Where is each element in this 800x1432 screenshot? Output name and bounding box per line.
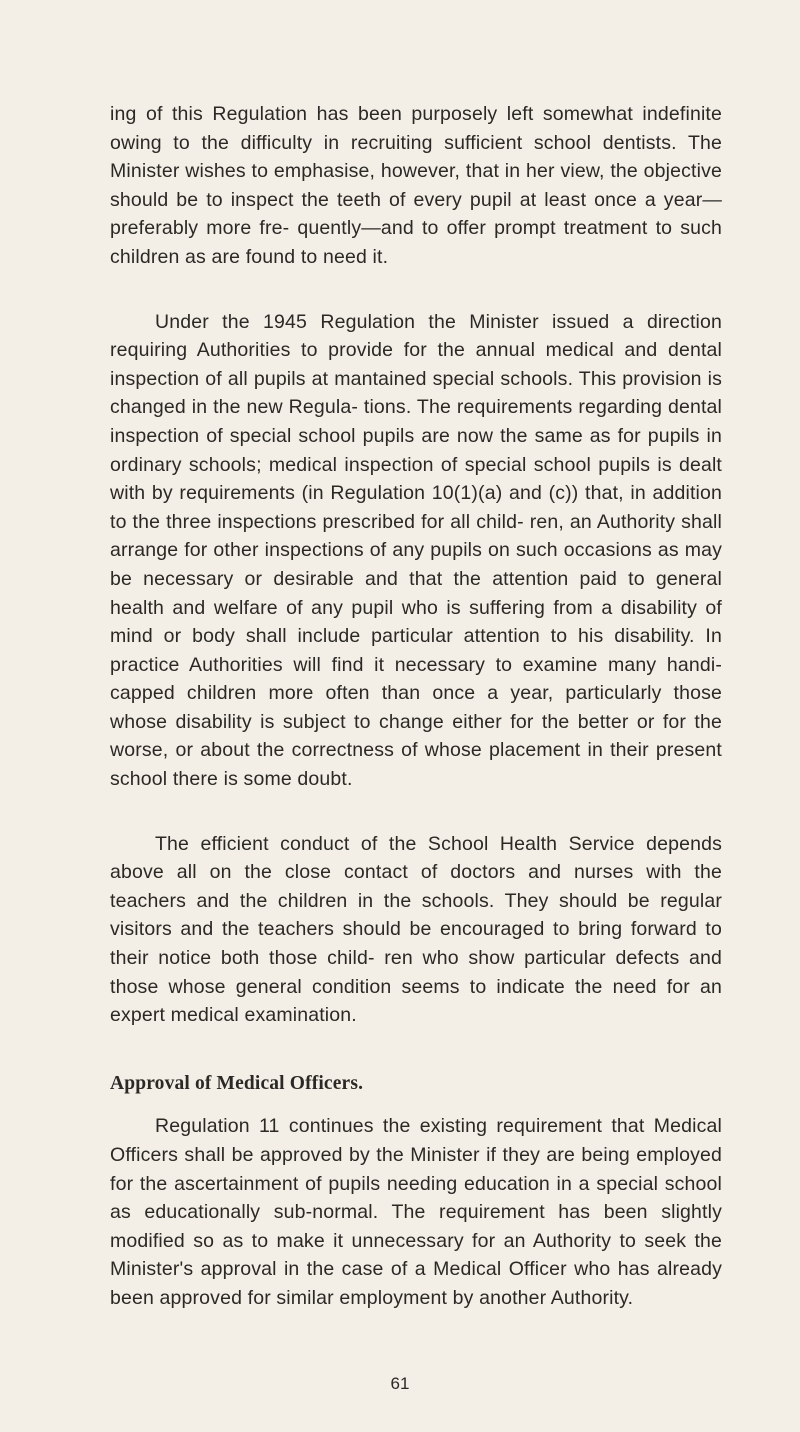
section-heading: Approval of Medical Officers. xyxy=(110,1072,364,1094)
document-page xyxy=(110,100,722,1313)
paragraph-continuation: ing of this Regulation has been purposely left somewhat indefinite owing to the difficulty in recruiting sufficient school dentists. The Minister wishes to emphasise, however, that in her view, the objective should be to inspect the teeth of every pupil at least once a year—preferably more fre- quently—and to offer prompt treatment to such children as are found to need it. xyxy=(110,103,722,268)
paragraph-regulation-11: Regulation 11 continues the existing requirement that Medical Officers shall be approved by the Minister if they are being employed for the ascertainment of pupils needing education in a special school as educationally sub-normal. The requirement has been slightly modified so as to make it unnecessary for an Authority to seek the Minister's approval in the case of a Medical Officer who has already been approved for similar employment by another Authority. xyxy=(110,1115,722,1309)
paragraph-school-health-service: The efficient conduct of the School Health Service depends above all on the close contact of doctors and nurses with the teachers and the children in the schools. They should be regular visitors and the teachers should be encouraged to bring forward to their notice both those child- ren who show particular defects and those whose general condition seems to indicate the need for an expert medical examination. xyxy=(110,832,722,1027)
page-number: 61 xyxy=(390,1374,410,1393)
paragraph-1945-regulation: Under the 1945 Regulation the Minister issued a direction requiring Authorities to provide for the annual medical and dental inspection of all pupils at mantained special schools. This provision is changed in the new Regula- tions. The requirements regarding dental inspection of special school pupils are now the same as for pupils in ordinary schools; medical inspection of special school pupils is dealt with by requirements (in Regulation 10(1)(a) and (c)) that, in addition to the three inspections prescribed for all child- ren, an Authority shall arrange for other inspections of any pupils on such occasions as may be necessary or desirable and that the attention paid to general health and welfare of any pupil who is suffering from a disability of mind or body shall include particular attention to his disability. In practice Authorities will find it necessary to examine many handi- capped children more often than once a year, particularly those whose disability is subject to change either for the better or for the worse, or about the correctness of whose placement in their present school there is some doubt. xyxy=(110,310,722,791)
